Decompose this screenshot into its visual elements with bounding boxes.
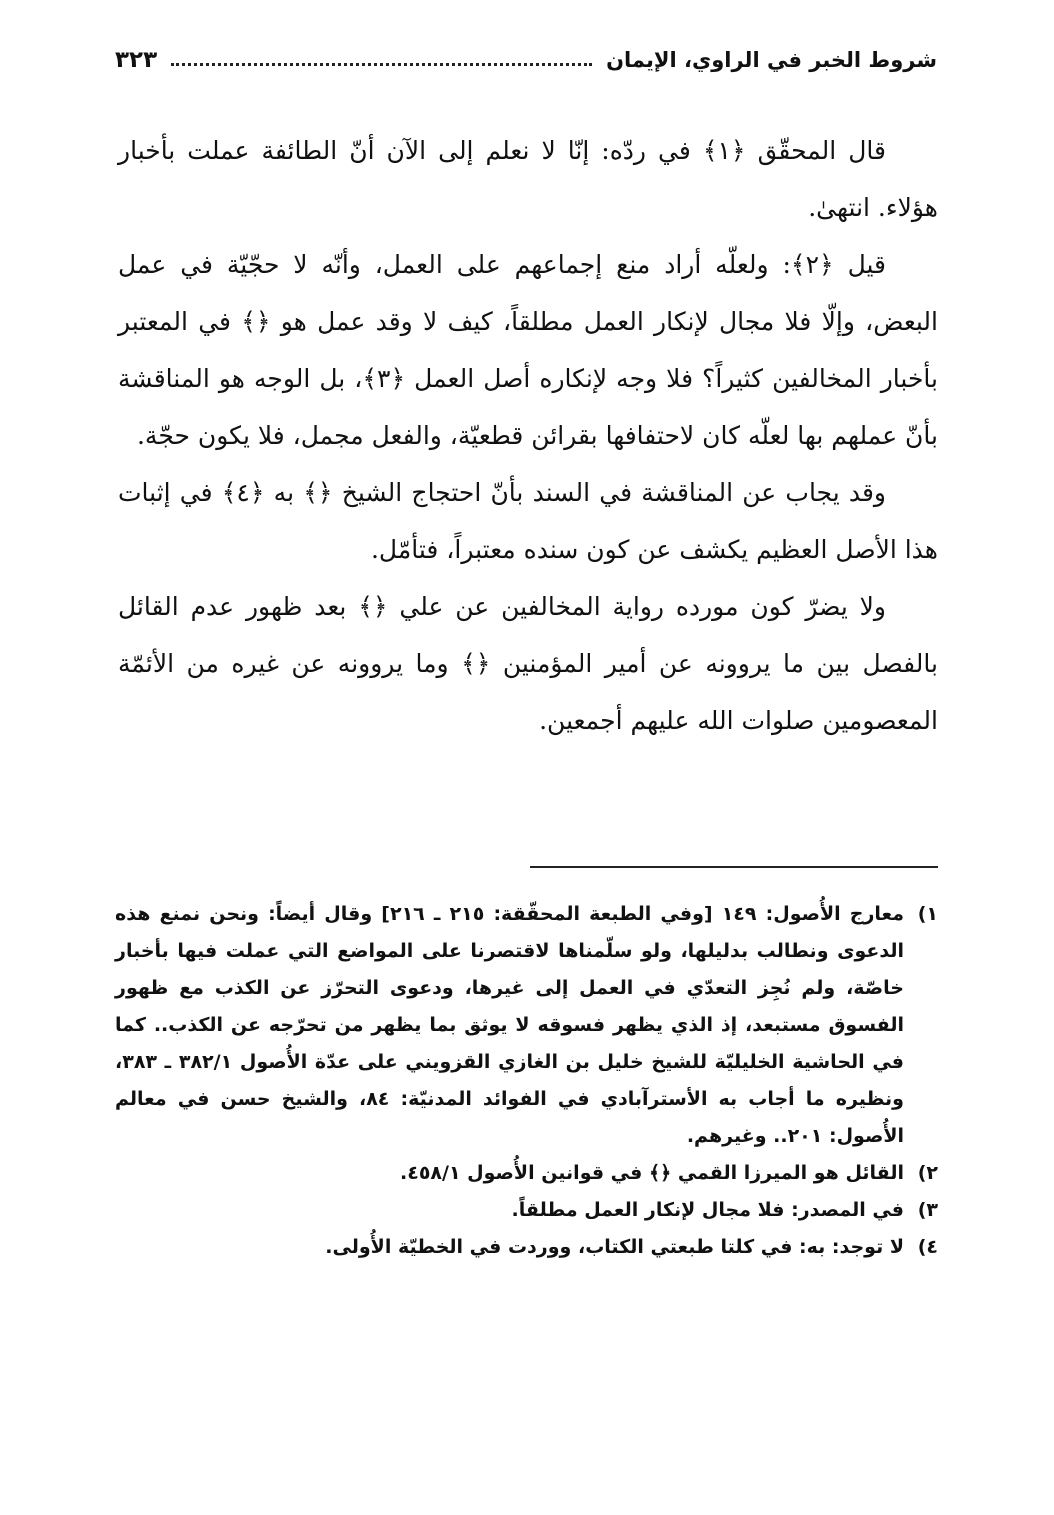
footnote xyxy=(115,1192,938,1229)
footnote-number: ١) xyxy=(917,903,938,925)
page-number: ٣٢٣ xyxy=(115,47,158,73)
paragraph: قيل ﴿٢﴾: ولعلّه أراد منع إجماعهم على العمل، وأنّه لا حجّيّة في عمل البعض، وإلّا فلا مجال لإنكار العمل مطلقاً، كيف لا وقد عمل هو ﴿﴾ في المعتبر بأخبار المخالفين كثيراً؟ فلا وجه لإنكاره أصل العمل ﴿٣﴾، بل الوجه هو المناقشة بأنّ عملهم بها لعلّه كان لاحتفافها بقرائن قطعيّة، والفعل مجمل، فلا يكون حجّة. xyxy=(118,250,938,450)
header-dot-leader xyxy=(171,63,592,66)
footnotes xyxy=(115,896,938,1266)
paragraph: ولا يضرّ كون مورده رواية المخالفين عن علي ﴿﴾ بعد ظهور عدم القائل بالفصل بين ما يروونه عن أمير المؤمنين ﴿﴾ وما يروونه عن غيره من الأئمّة المعصومين صلوات الله عليهم أجمعين. xyxy=(118,592,938,735)
footnote xyxy=(115,1229,938,1266)
running-header xyxy=(115,40,937,80)
paragraph: قال المحقّق ﴿١﴾ في ردّه: إنّا لا نعلم إلى الآن أنّ الطائفة عملت بأخبار هؤلاء. انتهىٰ. xyxy=(118,136,938,222)
footnote-text: في المصدر: فلا مجال لإنكار العمل مطلقاً. xyxy=(511,1199,904,1221)
paragraph: وقد يجاب عن المناقشة في السند بأنّ احتجاج الشيخ ﴿﴾ به ﴿٤﴾ في إثبات هذا الأصل العظيم يكشف عن كون سنده معتبراً، فتأمّل. xyxy=(118,478,938,564)
footnote-number: ٢) xyxy=(917,1162,938,1184)
footnote-number: ٣) xyxy=(917,1199,938,1221)
footnote xyxy=(115,1155,938,1192)
footnote-number: ٤) xyxy=(917,1236,938,1258)
footnote-text: لا توجد: به: في كلتا طبعتي الكتاب، ووردت في الخطيّة الأُولى. xyxy=(325,1236,904,1258)
footnote-text: القائل هو الميرزا القمي ﴿﴾ في قوانين الأُصول ٤٥٨/١. xyxy=(400,1162,904,1184)
footnote-separator xyxy=(530,866,938,868)
footnote xyxy=(115,896,938,1155)
main-text xyxy=(118,122,938,749)
footnote-text: معارج الأُصول: ١٤٩ [وفي الطبعة المحقّقة: ٢١٥ ـ ٢١٦] وقال أيضاً: ونحن نمنع هذه الدعوى ونطالب بدليلها، ولو سلّمناها لاقتصرنا على المواضع التي عملت فيها بأخبار خاصّة، ولم نُجِز التعدّي في العمل إلى غيرها، ودعوى التحرّز عن الكذب مع ظهور الفسوق مستبعد، إذ الذي يظهر فسوقه لا يوثق بما يظهر من تحرّجه عن الكذب.. كما في الحاشية الخليليّة للشيخ خليل بن الغازي القزويني على عدّة الأُصول ٣٨٢/١ ـ ٣٨٣، ونظيره ما أجاب به الأسترآبادي في الفوائد المدنيّة: ٨٤، والشيخ حسن في معالم الأُصول: ٢٠١.. وغيرهم. xyxy=(115,903,905,1147)
running-header-title: شروط الخبر في الراوي، الإيمان xyxy=(606,48,937,72)
